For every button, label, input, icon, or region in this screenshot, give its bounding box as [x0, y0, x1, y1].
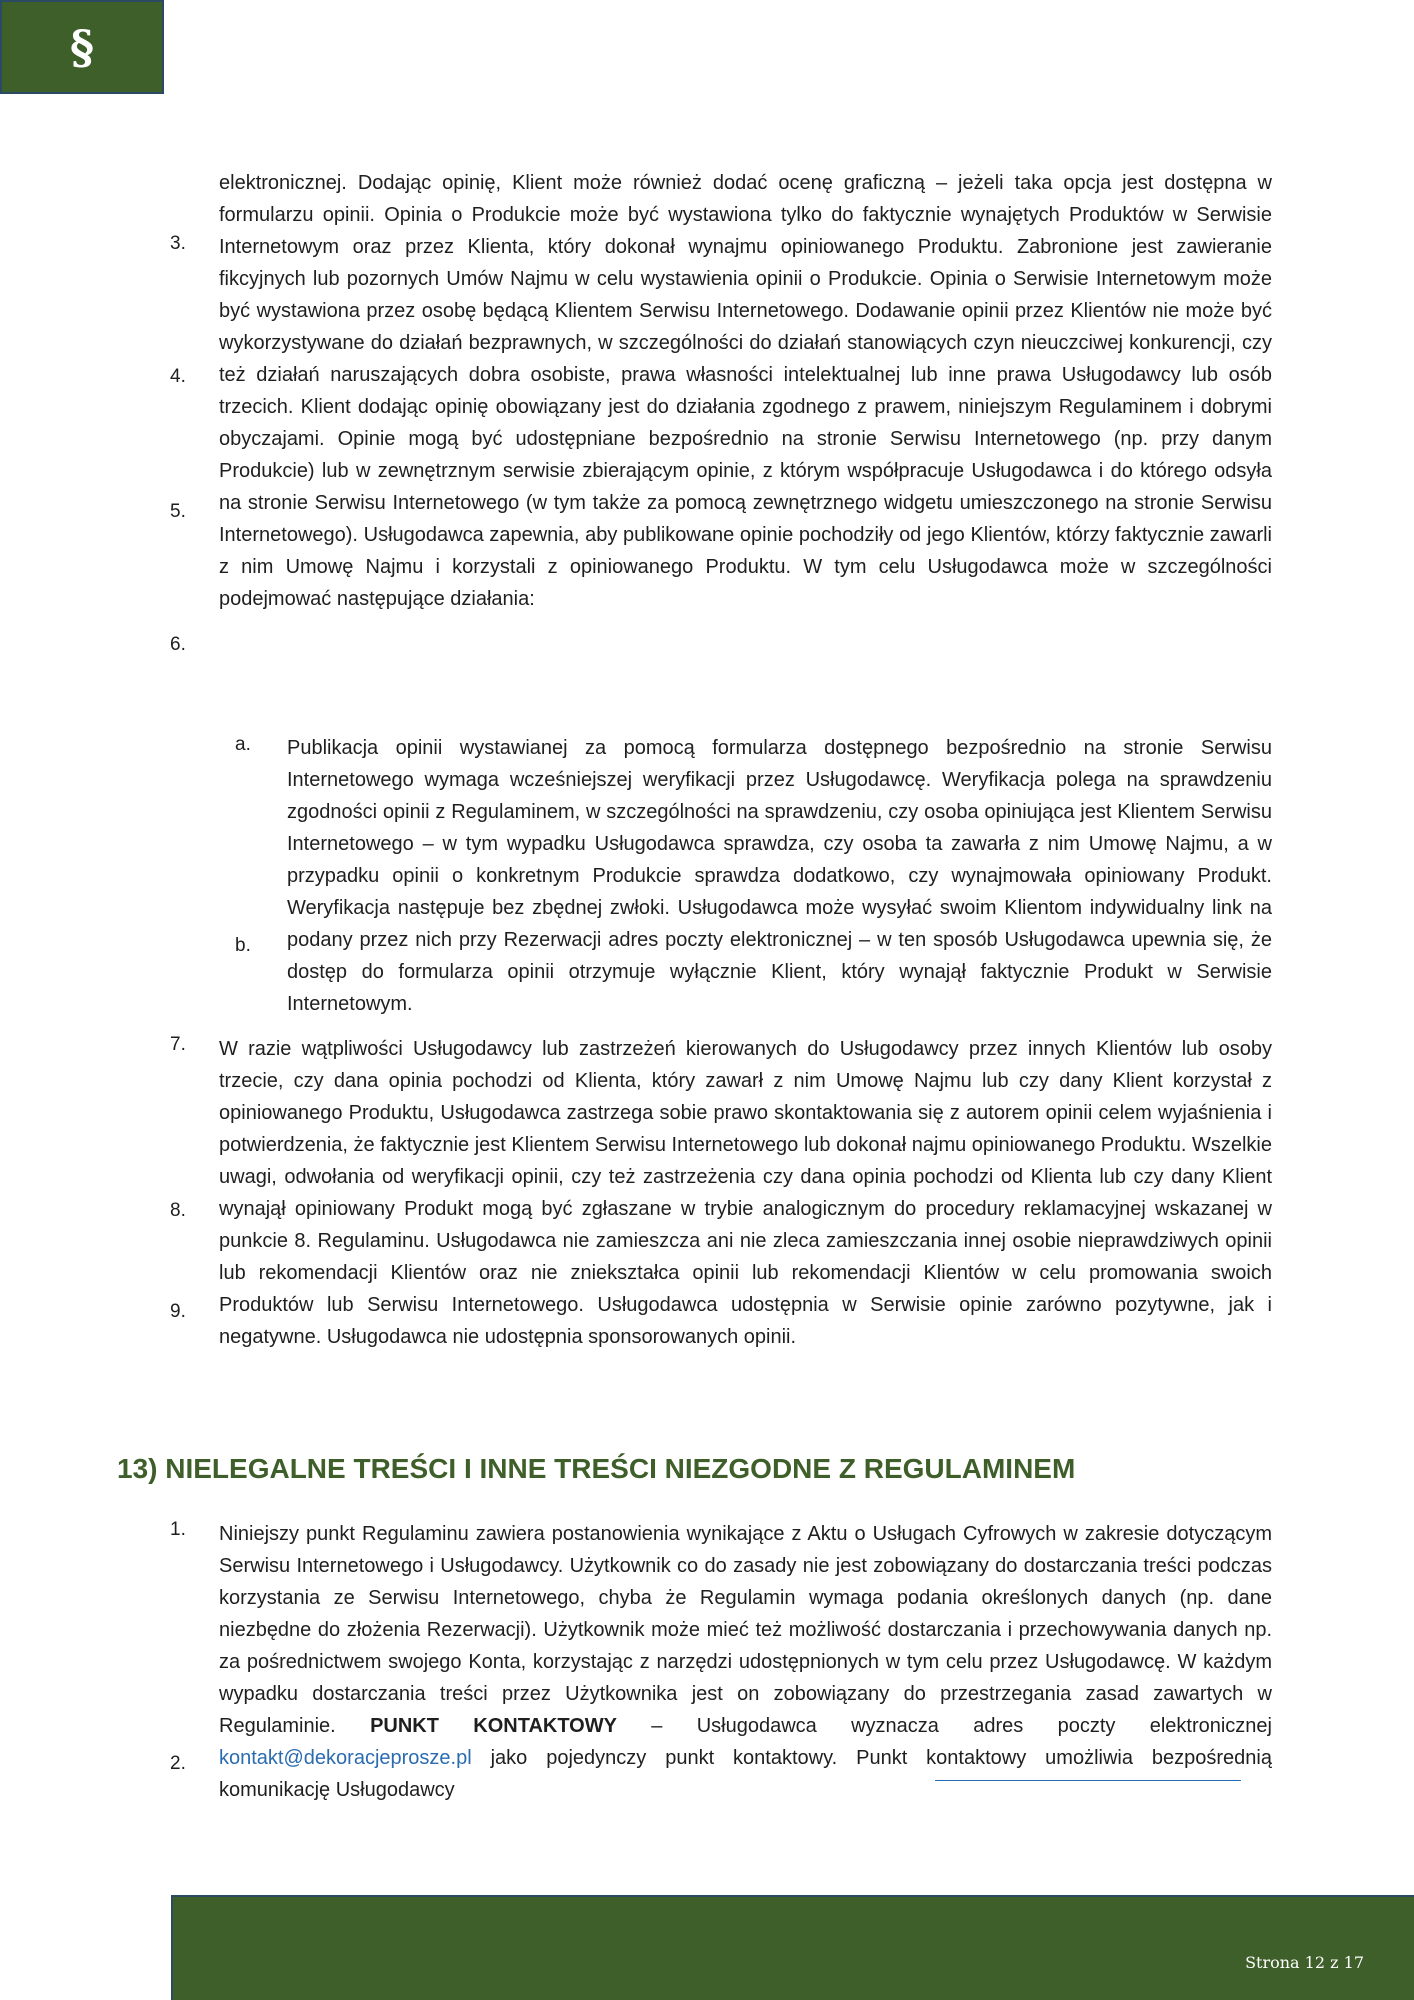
- section-sign-icon: §: [69, 20, 95, 74]
- page-number: Strona 12 z 17: [1245, 1953, 1364, 1972]
- paragraph-doubts: W razie wątpliwości Usługodawcy lub zastrzeżeń kierowanych do Usługodawcy przez innych Klientów lub osoby trzecie, czy dana opinia pochodzi od Klienta, który zawarł z nim Umowę Najmu lub czy dany Klient korzystał z opiniowanego Produktu, Usługodawca zastrzega sobie prawo skontaktowania się z autorem opinii celem wyjaśnienia i potwierdzenia, że faktycznie jest Klientem Serwisu Internetowego lub dokonał najmu opiniowanego Produktu. Wszelkie uwagi, odwołania od weryfikacji opinii, czy też zastrzeżenia czy dana opinia pochodzi od Klienta lub czy dany Klient wynajął opiniowany Produkt mogą być zgłaszane w trybie analogicznym do procedury reklamacyjnej wskazanej w punkcie 8. Regulaminu. Usługodawca nie zamieszcza ani nie zleca zamieszczania innej osobie nieprawdziwych opinii lub rekomendacji Klientów oraz nie zniekształca opinii lub rekomendacji Klientów w celu promowania swoich Produktów lub Serwisu Internetowego. Usługodawca udostępnia w Serwisie opinie zarówno pozytywne, jak i negatywne. Usługodawca nie udostępnia sponsorowanych opinii.: [219, 1038, 1272, 1348]
- section-heading: 13) NIELEGALNE TREŚCI I INNE TREŚCI NIEZGODNE Z REGULAMINEM: [117, 1453, 1076, 1484]
- email-underline: [935, 1780, 1241, 1781]
- contact-email-link[interactable]: kontakt@dekoracjeprosze.pl: [219, 1747, 472, 1769]
- item-number-2: 2.: [170, 1753, 186, 1774]
- paragraph-text: – Usługodawca wyznacza adres poczty elektronicznej: [616, 1715, 1272, 1737]
- contact-point-label: PUNKT KONTAKTOWY: [370, 1715, 617, 1737]
- item-number-4: 4.: [170, 366, 186, 387]
- paragraph-text: Niniejszy punkt Regulaminu zawiera postanowienia wynikające z Aktu o Usługach Cyfrowych w zakresie dotyczącym Serwisu Internetowego i Usługodawcy. Użytkownik co do zasady nie jest zobowiązany do dostarczania treści podczas korzystania ze Serwisu Internetowego, chyba że Regulamin wymaga podania określonych danych (np. dane niezbędne do złożenia Rezerwacji). Użytkownik może mieć też możliwość dostarczania i przechowywania danych np. za pośrednictwem swojego Konta, korzystając z narzędzi udostępnionych w tym celu przez Usługodawcę. W każdym wypadku dostarczania treści przez Użytkownika jest on zobowiązany do przestrzegania zasad zawartych w Regulaminie.: [219, 1523, 1272, 1737]
- item-letter-a: a.: [235, 734, 251, 755]
- item-number-9: 9.: [170, 1301, 186, 1322]
- item-number-3: 3.: [170, 233, 186, 254]
- item-number-5: 5.: [170, 501, 186, 522]
- item-number-1: 1.: [170, 1519, 186, 1540]
- item-letter-b: b.: [235, 935, 251, 956]
- item-number-8: 8.: [170, 1200, 186, 1221]
- item-number-6: 6.: [170, 634, 186, 655]
- section-logo: [0, 0, 164, 94]
- paragraph-opinions: elektronicznej. Dodając opinię, Klient może również dodać ocenę graficzną – jeżeli taka opcja jest dostępna w formularzu opinii. Opinia o Produkcie może być wystawiona tylko do faktycznie wynajętych Produktów w Serwisie Internetowym oraz przez Klienta, który dokonał wynajmu opiniowanego Produktu. Zabronione jest zawieranie fikcyjnych lub pozornych Umów Najmu w celu wystawienia opinii o Produkcie. Opinia o Serwisie Internetowym może być wystawiona przez osobę będącą Klientem Serwisu Internetowego. Dodawanie opinii przez Klientów nie może być wykorzystywane do działań bezprawnych, w szczególności do działań stanowiących czyn nieuczciwej konkurencji, czy też działań naruszających dobra osobiste, prawa własności intelektualnej lub inne prawa Usługodawcy lub osób trzecich. Klient dodając opinię obowiązany jest do działania zgodnego z prawem, niniejszym Regulaminem i dobrymi obyczajami. Opinie mogą być udostępniane bezpośrednio na stronie Serwisu Internetowego (np. przy danym Produkcie) lub w zewnętrznym serwisie zbierającym opinie, z którym współpracuje Usługodawca i do którego odsyła na stronie Serwisu Internetowego (w tym także za pomocą zewnętrznego widgetu umieszczonego na stronie Serwisu Internetowego). Usługodawca zapewnia, aby publikowane opinie pochodziły od jego Klientów, którzy faktycznie zawarli z nim Umowę Najmu i korzystali z opiniowanego Produktu. W tym celu Usługodawca może w szczególności podejmować następujące działania:: [219, 172, 1272, 610]
- paragraph-verification: Publikacja opinii wystawianej za pomocą formularza dostępnego bezpośrednio na stronie Serwisu Internetowego wymaga wcześniejszej weryfikacji przez Usługodawcę. Weryfikacja polega na sprawdzeniu zgodności opinii z Regulaminem, w szczególności na sprawdzeniu, czy osoba opiniująca jest Klientem Serwisu Internetowego – w tym wypadku Usługodawca sprawdza, czy osoba ta zawarła z nim Umowę Najmu, a w przypadku opinii o konkretnym Produkcie sprawdza dodatkowo, czy wynajmowała opiniowany Produkt. Weryfikacja następuje bez zbędnej zwłoki. Usługodawca może wysyłać swoim Klientom indywidualny link na podany przez nich przy Rezerwacji adres poczty elektronicznej – w ten sposób Usługodawca upewnia się, że dostęp do formularza opinii otrzymuje wyłącznie Klient, który wynajął faktycznie Produkt w Serwisie Internetowym.: [287, 737, 1272, 1015]
- item-number-7: 7.: [170, 1034, 186, 1055]
- paragraph-illegal-content: [219, 1518, 1272, 1806]
- page-footer: [171, 1895, 1414, 2000]
- paragraph-text: jako pojedynczy punkt kontaktowy. Punkt kontaktowy umożliwia bezpośrednią komunikację Usługodawcy: [219, 1747, 1272, 1801]
